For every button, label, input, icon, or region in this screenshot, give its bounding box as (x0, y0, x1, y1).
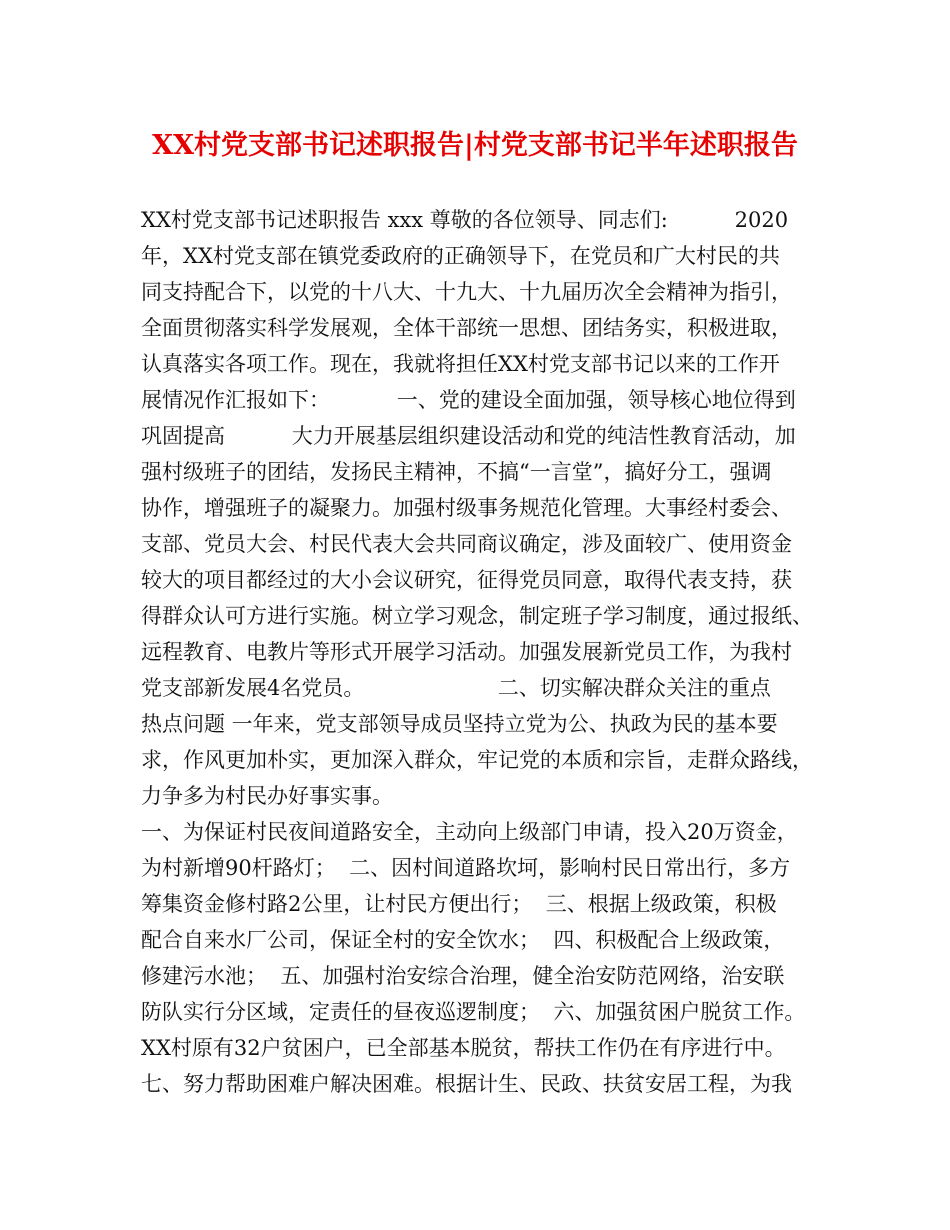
body-line: 一、为保证村民夜间道路安全，主动向上级部门申请，投入20万资金， (141, 820, 798, 844)
body-line: 七、努力帮助困难户解决困难。根据计生、民政、扶贫安居工程，为我 (141, 1072, 792, 1096)
body-line: 防队实行分区域，定责任的昼夜巡逻制度； 六、加强贫困户脱贫工作。 (141, 1000, 806, 1024)
body-line: 配合自来水厂公司，保证全村的安全饮水； 四、积极配合上级政策， (141, 928, 785, 952)
body-line: 为村新增90杆路灯； 二、因村间道路坎坷，影响村民日常出行，多方 (141, 856, 791, 880)
body-line: 求，作风更加朴实，更加深入群众，牢记党的本质和宗旨，走群众路线， (141, 748, 813, 772)
body-line: 党支部新发展4名党员。 二、切实解决群众关注的重点 (141, 676, 771, 700)
body-line: 筹集资金修村路2公里，让村民方便出行； 三、根据上级政策，积极 (141, 892, 777, 916)
body-line: 力争多为村民办好事实事。 (141, 784, 393, 808)
body-line: 修建污水池； 五、加强村治安综合治理，健全治安防范网络，治安联 (141, 964, 785, 988)
body-line: 较大的项目都经过的大小会议研究，征得党员同意，取得代表支持，获 (141, 568, 792, 592)
body-line: XX村原有32户贫困户，已全部基本脱贫，帮扶工作仍在有序进行中。 (141, 1036, 786, 1060)
body-line: 同支持配合下，以党的十八大、十九大、十九届历次全会精神为指引， (141, 280, 792, 304)
document-title: XX村党支部书记述职报告|村党支部书记半年述职报告 (152, 130, 798, 161)
body-line: 热点问题 一年来，党支部领导成员坚持立党为公、执政为民的基本要 (141, 712, 778, 736)
body-line: 全面贯彻落实科学发展观，全体干部统一思想、团结务实，积极进取， (141, 316, 792, 340)
body-line: 巩固提高 大力开展基层组织建设活动和党的纯洁性教育活动，加 (141, 424, 796, 448)
body-line: 协作，增强班子的凝聚力。加强村级事务规范化管理。大事经村委会、 (141, 496, 792, 520)
body-line: 认真落实各项工作。现在，我就将担任XX村党支部书记以来的工作开 (141, 352, 780, 376)
body-line: 远程教育、电教片等形式开展学习活动。加强发展新党员工作，为我村 (141, 640, 792, 664)
body-line: 展情况作汇报如下： 一、党的建设全面加强，领导核心地位得到 (141, 388, 796, 412)
body-line: XX村党支部书记述职报告 xxx 尊敬的各位领导、同志们: 2020 (141, 208, 789, 232)
body-line: 年，XX村党支部在镇党委政府的正确领导下，在党员和广大村民的共 (141, 244, 780, 268)
document-body (141, 202, 831, 1102)
body-line: 得群众认可方进行实施。树立学习观念，制定班子学习制度，通过报纸、 (141, 604, 813, 628)
body-line: 强村级班子的团结，发扬民主精神，不搞“一言堂”，搞好分工，强调 (141, 460, 772, 484)
body-line: 支部、党员大会、村民代表大会共同商议确定，涉及面较广、使用资金 (141, 532, 792, 556)
